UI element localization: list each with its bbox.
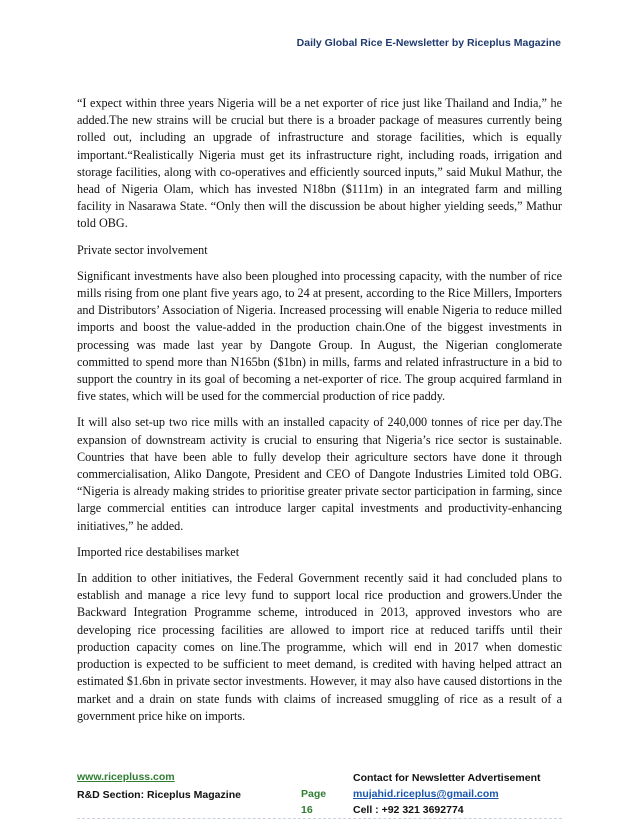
article-body: [77, 95, 562, 734]
contact-title: Contact for Newsletter Advertisement: [353, 772, 541, 784]
page-indicator: [301, 786, 326, 818]
footer-contact: [353, 770, 541, 818]
section-heading-private-sector: Private sector involvement: [77, 242, 208, 257]
footer-divider: [77, 818, 562, 820]
footer-left: [77, 770, 241, 803]
page-label: Page: [301, 788, 327, 800]
paragraph-rice-mills: It will also set-up two rice mills with an installed capacity of 240,000 tonnes of rice per day.The expansion of downstream activity is crucial to ensuring that Nigeria’s rice sector is sustainable. Countries that have been able to fully develop their agriculture sectors have done it through commercialisation, Aliko Dangote, President and CEO of Dangote Industries Limited told OBG. “Nigeria is already making strides to prioritise greater private sector participation in farming, since large commercial entities can introduce larger capital investments and productivity-enhancing initiatives,” he added.: [77, 415, 562, 533]
phone-number: Cell : +92 321 3692774: [353, 804, 464, 816]
newsletter-header: Daily Global Rice E-Newsletter by Riceplus Magazine: [296, 37, 561, 49]
website-link[interactable]: www.ricepluss.com: [77, 771, 175, 783]
page-footer: [77, 770, 562, 820]
page-number: 16: [301, 804, 313, 816]
paragraph-intro-quote: “I expect within three years Nigeria will be a net exporter of rice just like Thailand and India,” he added.The new strains will be crucial but there is a broader package of measures currently being rolled out, including an upgrade of infrastructure and storage facilities, which is equally important.“Realistically Nigeria must get its infrastructure right, including roads, irrigation and storage facilities, along with co-operatives and efficiently sourced inputs,” said Mukul Mathur, the head of Nigeria Olam, which has invested N18bn ($111m) in an integrated farm and milling facility in Nasarawa State. “Only then will the discussion be about higher yielding seeds,” Mathur told OBG.: [77, 96, 562, 231]
paragraph-investments: Significant investments have also been ploughed into processing capacity, with the number of rice mills rising from one plant five years ago, to 24 at present, according to the Rice Millers, Importers and Distributors’ Association of Nigeria. Increased processing will enable Nigeria to reduce milled imports and boost the value-added in the production chain.One of the biggest investments in processing was made last year by Dangote Group. In August, the Nigerian conglomerate committed to spend more than N165bn ($1bn) in mills, farms and related infrastructure in a bid to support the country in its goal of becoming a net-exporter of rice. The group acquired farmland in five states, which will be used for the commercial production of rice paddy.: [77, 268, 562, 404]
section-heading-imported-rice: Imported rice destabilises market: [77, 544, 240, 559]
footer-section-label: R&D Section: Riceplus Magazine: [77, 789, 241, 801]
paragraph-levy-fund: In addition to other initiatives, the Federal Government recently said it had concluded plans to establish and manage a rice levy fund to support local rice production and growers.Under the Backward Integration Programme scheme, introduced in 2013, approved investors who are developing rice processing facilities are allowed to import rice at reduced tariffs until their production capacity comes on line.The programme, which will end in 2017 when domestic production is expected to be sufficient to meet demand, is credited with having helped attract an estimated $1.6bn in private sector investments. However, it may also have caused distortions in the market and a drain on state funds with claims of increased smuggling of rice as a result of a government price hike on imports.: [77, 571, 562, 723]
email-link[interactable]: mujahid.riceplus@gmail.com: [353, 788, 499, 800]
